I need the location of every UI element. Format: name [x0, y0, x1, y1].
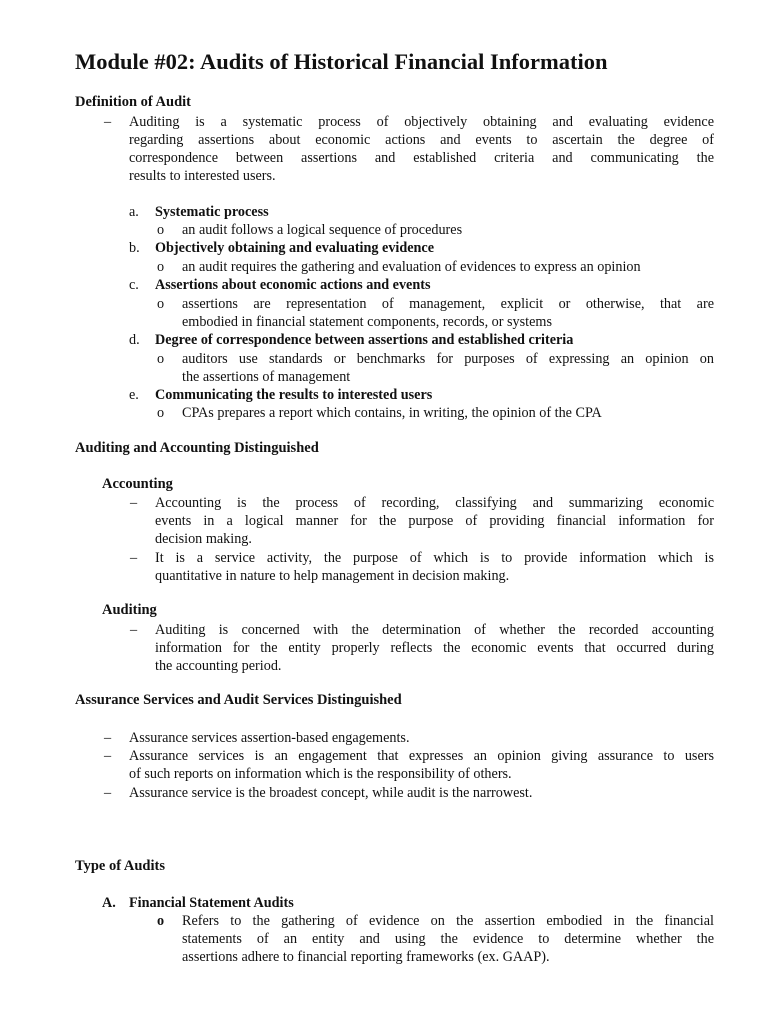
paragraph-line: results to interested users. [129, 168, 276, 184]
paragraph-line: of such reports on information which is the responsibility of others. [129, 766, 512, 782]
subheading-auditing: Auditing [102, 602, 157, 618]
subheading-accounting: Accounting [102, 476, 173, 492]
list-letter: d. [129, 332, 140, 348]
sub-item-line: auditors use standards or benchmarks for purposes of expressing an opinion on [182, 351, 714, 367]
list-letter: A. [102, 895, 116, 911]
sub-item-line: assertions are representation of management, explicit or otherwise, that are [182, 296, 714, 312]
sub-item-line: CPAs prepares a report which contains, in writing, the opinion of the CPA [182, 405, 602, 421]
paragraph-line: Assurance services is an engagement that expresses an opinion giving assurance to users [129, 748, 714, 764]
paragraph-line: Assurance service is the broadest concept, while audit is the narrowest. [129, 785, 533, 801]
section-heading-assurance: Assurance Services and Audit Services Distinguished [75, 692, 402, 708]
paragraph-line: Auditing is concerned with the determination of whether the recorded accounting [155, 622, 714, 638]
circle-bullet: o [157, 296, 165, 312]
section-heading-definition: Definition of Audit [75, 94, 192, 110]
paragraph-line: correspondence between assertions and established criteria and communicating the [129, 150, 714, 166]
list-letter: e. [129, 387, 139, 403]
circle-bullet: o [157, 913, 165, 929]
dash-bullet: – [130, 550, 138, 566]
list-item-title: Degree of correspondence between assertions and established criteria [155, 332, 574, 348]
list-item-title: Objectively obtaining and evaluating evidence [155, 240, 435, 256]
paragraph-line: Accounting is the process of recording, classifying and summarizing economic [155, 495, 714, 511]
circle-bullet: o [157, 259, 165, 275]
section-heading-distinguished: Auditing and Accounting Distinguished [75, 440, 319, 456]
paragraph-line: Assurance services assertion-based engagements. [129, 730, 410, 746]
dash-bullet: – [104, 748, 112, 764]
paragraph-line: regarding assertions about economic actions and events to ascertain the degree of [129, 132, 714, 148]
dash-bullet: – [104, 730, 112, 746]
paragraph-line: Auditing is a systematic process of objectively obtaining and evaluating evidence [129, 114, 714, 130]
list-item-title: Systematic process [155, 204, 269, 220]
dash-bullet: – [130, 622, 138, 638]
paragraph-line: events in a logical manner for the purpose of providing financial information for [155, 513, 714, 529]
dash-bullet: – [130, 495, 138, 511]
list-item-title: Assertions about economic actions and events [155, 277, 431, 293]
paragraph-line: It is a service activity, the purpose of which is to provide information which is [155, 550, 714, 566]
paragraph-line: the accounting period. [155, 658, 282, 674]
sub-item-line: an audit follows a logical sequence of procedures [182, 222, 463, 238]
sub-item-line: statements of an entity and using the evidence to determine whether the [182, 931, 714, 947]
list-item-title: Financial Statement Audits [129, 895, 294, 911]
sub-item-line: Refers to the gathering of evidence on the assertion embodied in the financial [182, 913, 714, 929]
sub-item-line: embodied in financial statement components, records, or systems [182, 314, 552, 330]
list-letter: a. [129, 204, 139, 220]
circle-bullet: o [157, 351, 165, 367]
list-item-title: Communicating the results to interested users [155, 387, 433, 403]
sub-item-line: an audit requires the gathering and evaluation of evidences to express an opinion [182, 259, 641, 275]
sub-item-line: the assertions of management [182, 369, 351, 385]
sub-item-line: assertions adhere to financial reporting frameworks (ex. GAAP). [182, 949, 550, 965]
dash-bullet: – [104, 785, 112, 801]
list-letter: b. [129, 240, 140, 256]
section-heading-types: Type of Audits [75, 858, 165, 874]
paragraph-line: information for the entity properly reflects the economic events that occurred during [155, 640, 714, 656]
paragraph-line: quantitative in nature to help management in decision making. [155, 568, 510, 584]
circle-bullet: o [157, 405, 165, 421]
page-title: Module #02: Audits of Historical Financial Information [75, 49, 608, 74]
paragraph-line: decision making. [155, 531, 252, 547]
list-letter: c. [129, 277, 139, 293]
dash-bullet: – [104, 114, 112, 130]
circle-bullet: o [157, 222, 165, 238]
